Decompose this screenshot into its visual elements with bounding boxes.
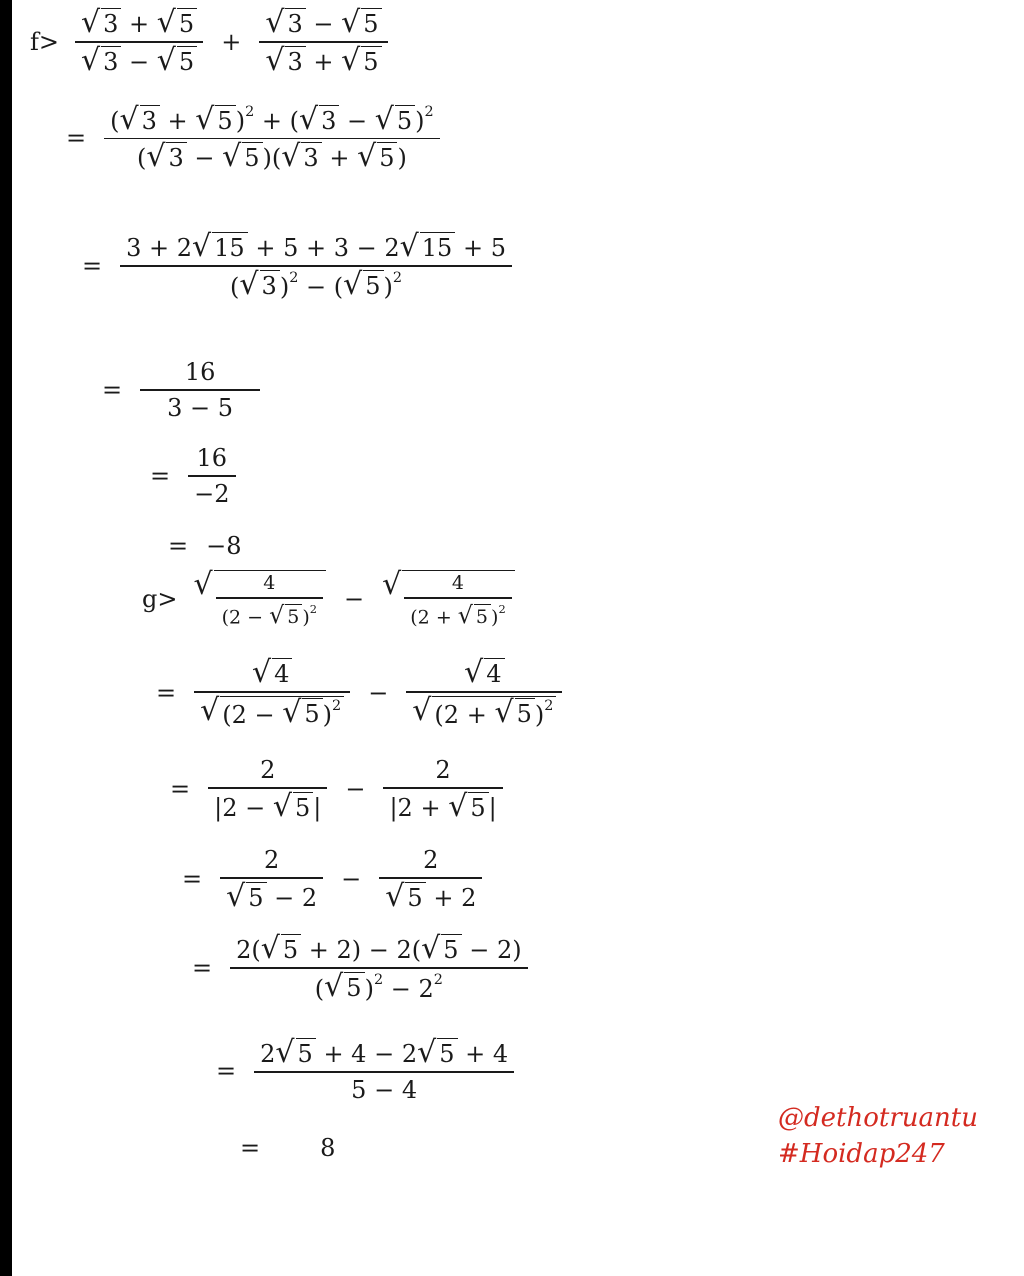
fraction: 2 |2 + √ 5 | — [383, 756, 502, 822]
g-step-remove-abs: = 2 √ 5 − 2 − 2 √ 5 + 2 — [182, 846, 482, 912]
f-expression: f> √ 3 + √ 5 √ 3 − √ 5 + √ 3 − √ 5 √ 3 + √ 5 — [30, 8, 388, 76]
signature-handle: @dethotruantu — [778, 1103, 978, 1133]
fraction: $\frac{16}{3 - 5}$ — [140, 358, 260, 422]
fraction: 2 |2 − √ 5 | — [208, 756, 327, 822]
f-step-expand: = 3 + 2 √ 15 + 5 + 3 − 2 √ 15 + 5 ( √ 3 )$^2$ − ( √ 5 )$^2$ — [82, 232, 512, 300]
fraction: √ 3 + √ 5 √ 3 − √ 5 — [75, 8, 203, 76]
g-step-abs: = 2 |2 − √ 5 | − 2 |2 + √ 5 | — [170, 756, 503, 822]
fraction: ( √ 3 + √ 5 )$^2$ + ( √ 3 − √ 5 )$^2$ ( √ 3 − √ 5 )( √ 3 + √ 5 ) — [104, 104, 440, 172]
f-step-simplified: = $\frac{16}{3 - 5}$ — [102, 358, 260, 422]
fraction: $\frac{16}{-2}$ — [188, 444, 235, 508]
label-g: g> — [142, 584, 178, 613]
g-step-expand: = 2 √ 5 + 4 − 2 √ 5 + 4 5 − 4 — [216, 1038, 514, 1104]
label-f: f> — [30, 27, 59, 56]
g-step-split-roots: = √ 4 √ (2 − √ 5 )$^2$ − √ 4 √ (2 + √ 5 )$^2$ — [156, 658, 562, 728]
fraction: 2( √ 5 + 2) − 2( √ 5 − 2) ( √ 5 )$^2 - 2^2$ — [230, 934, 527, 1002]
signature-hashtag: #Hoidap247 — [778, 1139, 945, 1170]
fraction: 2 √ 5 − 2 — [220, 846, 323, 912]
fraction: √ 3 − √ 5 √ 3 + √ 5 — [259, 8, 387, 76]
fraction: 2 √ 5 + 2 — [379, 846, 482, 912]
fraction: √ 4 √ (2 − √ 5 )$^2$ — [194, 658, 350, 728]
f-step-squares: = ( √ 3 + √ 5 )$^2$ + ( √ 3 − √ 5 )$^2$ ( √ 3 − √ 5 )( √ 3 + √ 5 ) — [66, 104, 440, 172]
fraction: 4 (2 − √ 5 )$^2$ — [216, 572, 323, 628]
fraction: 2 √ 5 + 4 − 2 √ 5 + 4 5 − 4 — [254, 1038, 514, 1104]
g-step-common-denominator: = 2( √ 5 + 2) − 2( √ 5 − 2) ( √ 5 )$^2 - 2^2$ — [192, 934, 528, 1002]
g-expression: g> √ 4 (2 − √ 5 )$^2$ − √ 4 (2 + √ 5 )$^2$ — [142, 570, 515, 628]
author-signature — [778, 1100, 978, 1173]
f-step-divide: = $\frac{16}{-2}$ — [150, 444, 236, 508]
fraction: 4 (2 + √ 5 )$^2$ — [404, 572, 511, 628]
f-result: = −8 — [168, 532, 242, 560]
left-border-bar — [0, 0, 12, 1276]
fraction: √ 4 √ (2 + √ 5 )$^2$ — [406, 658, 562, 728]
g-result: = 8 — [240, 1134, 336, 1162]
fraction: 3 + 2 √ 15 + 5 + 3 − 2 √ 15 + 5 ( √ 3 )$^2$ − ( √ 5 )$^2$ — [120, 232, 512, 300]
